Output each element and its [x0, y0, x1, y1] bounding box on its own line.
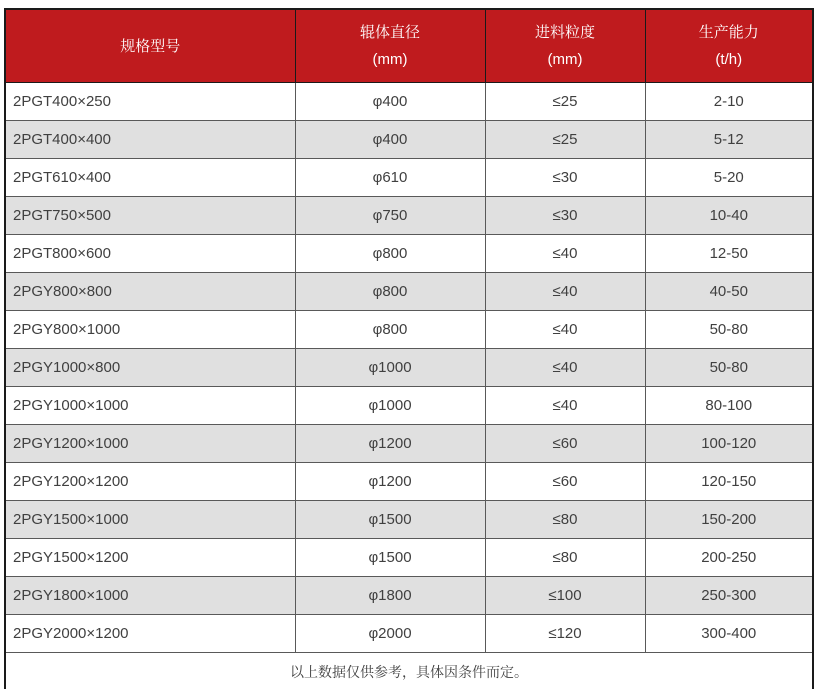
table-body: [5, 83, 813, 653]
table-row: [5, 311, 813, 349]
table-row: [5, 577, 813, 615]
diameter-cell: φ400: [295, 83, 485, 121]
capacity-cell: 100-120: [645, 425, 813, 463]
model-cell: 2PGT610×400: [5, 159, 295, 197]
feed-size-cell: ≤60: [485, 463, 645, 501]
header-capacity: [645, 9, 813, 83]
table-row: [5, 197, 813, 235]
capacity-cell: 2-10: [645, 83, 813, 121]
diameter-cell: φ610: [295, 159, 485, 197]
feed-size-cell: ≤30: [485, 159, 645, 197]
capacity-cell: 150-200: [645, 501, 813, 539]
capacity-cell: 40-50: [645, 273, 813, 311]
table-row: [5, 235, 813, 273]
header-diameter: [295, 9, 485, 83]
model-cell: 2PGY1200×1200: [5, 463, 295, 501]
model-cell: 2PGT750×500: [5, 197, 295, 235]
header-model: [5, 9, 295, 83]
table-row: [5, 387, 813, 425]
capacity-cell: 5-12: [645, 121, 813, 159]
header-model-label: 规格型号: [120, 37, 181, 55]
feed-size-cell: ≤40: [485, 235, 645, 273]
model-cell: 2PGT400×250: [5, 83, 295, 121]
footer-row: [5, 653, 813, 689]
capacity-cell: 250-300: [645, 577, 813, 615]
feed-size-cell: ≤40: [485, 387, 645, 425]
model-cell: 2PGT400×400: [5, 121, 295, 159]
header-feed-size-label: 进料粒度: [534, 24, 595, 41]
model-cell: 2PGY1000×800: [5, 349, 295, 387]
header-feed-size: [485, 9, 645, 83]
model-cell: 2PGY1500×1200: [5, 539, 295, 577]
feed-size-cell: ≤30: [485, 197, 645, 235]
feed-size-cell: ≤40: [485, 273, 645, 311]
model-cell: 2PGY800×1000: [5, 311, 295, 349]
capacity-cell: 120-150: [645, 463, 813, 501]
table-row: [5, 273, 813, 311]
header-row: [5, 9, 813, 83]
table-row: [5, 501, 813, 539]
diameter-cell: φ800: [295, 235, 485, 273]
footnote: 以上数据仅供参考，具体因条件而定。: [5, 653, 813, 689]
model-cell: 2PGY800×800: [5, 273, 295, 311]
diameter-cell: φ400: [295, 121, 485, 159]
table-header: [5, 9, 813, 83]
table-row: [5, 159, 813, 197]
diameter-cell: φ1000: [295, 349, 485, 387]
model-cell: 2PGY1200×1000: [5, 425, 295, 463]
capacity-cell: 10-40: [645, 197, 813, 235]
feed-size-cell: ≤80: [485, 539, 645, 577]
feed-size-cell: ≤120: [485, 615, 645, 653]
table-row: [5, 539, 813, 577]
capacity-cell: 80-100: [645, 387, 813, 425]
table-row: [5, 425, 813, 463]
diameter-cell: φ1500: [295, 501, 485, 539]
model-cell: 2PGY1800×1000: [5, 577, 295, 615]
diameter-cell: φ800: [295, 273, 485, 311]
capacity-cell: 200-250: [645, 539, 813, 577]
diameter-cell: φ800: [295, 311, 485, 349]
model-cell: 2PGY2000×1200: [5, 615, 295, 653]
table-footer: [5, 653, 813, 689]
diameter-cell: φ1800: [295, 577, 485, 615]
model-cell: 2PGY1000×1000: [5, 387, 295, 425]
capacity-cell: 12-50: [645, 235, 813, 273]
header-diameter-label: 辊体直径: [359, 24, 420, 41]
capacity-cell: 5-20: [645, 159, 813, 197]
capacity-cell: 50-80: [645, 311, 813, 349]
capacity-cell: 300-400: [645, 615, 813, 653]
diameter-cell: φ1500: [295, 539, 485, 577]
model-cell: 2PGT800×600: [5, 235, 295, 273]
feed-size-cell: ≤25: [485, 121, 645, 159]
header-capacity-label: 生产能力: [698, 24, 759, 41]
table-row: [5, 463, 813, 501]
spec-table: [4, 8, 814, 689]
table-row: [5, 121, 813, 159]
diameter-cell: φ750: [295, 197, 485, 235]
table-row: [5, 349, 813, 387]
feed-size-cell: ≤60: [485, 425, 645, 463]
table-row: [5, 615, 813, 653]
feed-size-cell: ≤40: [485, 349, 645, 387]
header-feed-size-unit: (mm): [547, 51, 583, 68]
diameter-cell: φ2000: [295, 615, 485, 653]
capacity-cell: 50-80: [645, 349, 813, 387]
feed-size-cell: ≤80: [485, 501, 645, 539]
diameter-cell: φ1200: [295, 463, 485, 501]
diameter-cell: φ1200: [295, 425, 485, 463]
feed-size-cell: ≤100: [485, 577, 645, 615]
feed-size-cell: ≤25: [485, 83, 645, 121]
diameter-cell: φ1000: [295, 387, 485, 425]
feed-size-cell: ≤40: [485, 311, 645, 349]
header-capacity-unit: (t/h): [715, 51, 743, 68]
model-cell: 2PGY1500×1000: [5, 501, 295, 539]
table-row: [5, 83, 813, 121]
header-diameter-unit: (mm): [372, 51, 408, 68]
